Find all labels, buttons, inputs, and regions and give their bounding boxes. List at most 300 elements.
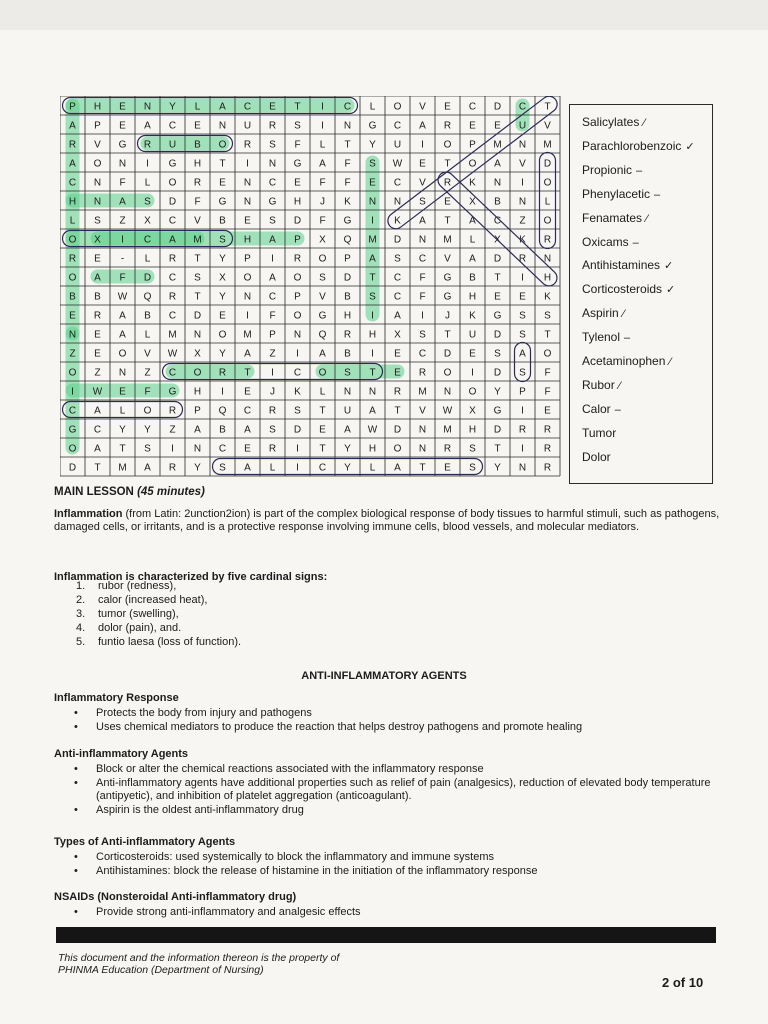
grid-cell: N bbox=[68, 329, 77, 341]
grid-cell: R bbox=[143, 139, 152, 151]
grid-cell: Y bbox=[194, 462, 201, 474]
grid-cell: N bbox=[543, 253, 552, 265]
grid-cell: C bbox=[418, 253, 427, 265]
grid-cell: O bbox=[143, 405, 152, 417]
grid-cell: O bbox=[468, 158, 477, 170]
word-label: Calor bbox=[582, 401, 611, 416]
list-number: 2. bbox=[76, 594, 86, 606]
grid-cell: Y bbox=[119, 424, 126, 436]
grid-cell: A bbox=[494, 158, 501, 170]
grid-cell: O bbox=[318, 367, 327, 379]
grid-cell: I bbox=[471, 367, 474, 379]
grid-cell: D bbox=[293, 215, 302, 227]
list-number: 4. bbox=[76, 622, 86, 634]
grid-cell: M bbox=[443, 424, 452, 436]
grid-cell: I bbox=[321, 101, 324, 113]
grid-cell: W bbox=[367, 424, 378, 436]
grid-cell: A bbox=[69, 158, 76, 170]
word-label: Dolor bbox=[582, 449, 611, 464]
grid-cell: A bbox=[94, 405, 101, 417]
list-text: funtio laesa (loss of function). bbox=[98, 636, 242, 648]
grid-cell: N bbox=[243, 196, 252, 208]
grid-cell: A bbox=[319, 348, 326, 360]
grid-cell: Z bbox=[94, 367, 101, 379]
grid-cell: C bbox=[393, 291, 402, 303]
grid-cell: S bbox=[269, 139, 276, 151]
grid-cell: V bbox=[94, 139, 101, 151]
check-mark-icon: ⁄ bbox=[622, 308, 625, 321]
grid-cell: T bbox=[94, 462, 101, 474]
grid-cell: B bbox=[344, 348, 351, 360]
grid-cell: R bbox=[293, 253, 302, 265]
grid-cell: O bbox=[68, 272, 77, 284]
grid-cell: C bbox=[268, 177, 277, 189]
grid-cell: N bbox=[518, 139, 527, 151]
grid-cell: S bbox=[369, 158, 376, 170]
grid-cell: A bbox=[94, 443, 101, 455]
grid-cell: I bbox=[421, 310, 424, 322]
grid-cell: T bbox=[194, 253, 201, 265]
grid-cell: C bbox=[293, 367, 302, 379]
grid-cell: F bbox=[419, 272, 426, 284]
grid-cell: Q bbox=[143, 291, 152, 303]
grid-cell: O bbox=[293, 310, 302, 322]
grid-cell: E bbox=[369, 177, 376, 189]
anti-agents-heading: Anti-inflammatory Agents bbox=[54, 748, 189, 760]
grid-cell: I bbox=[221, 386, 224, 398]
grid-cell: T bbox=[444, 329, 451, 341]
grid-cell: Z bbox=[144, 367, 151, 379]
grid-cell: A bbox=[119, 196, 126, 208]
grid-cell: A bbox=[244, 462, 251, 474]
page-number: 2 of 10 bbox=[662, 975, 704, 990]
word-list-item bbox=[582, 378, 621, 393]
grid-cell: V bbox=[194, 215, 201, 227]
word-list-item bbox=[582, 354, 671, 369]
grid-cell: T bbox=[444, 215, 451, 227]
grid-cell: M bbox=[443, 234, 452, 246]
grid-cell: T bbox=[244, 367, 251, 379]
grid-cell: Y bbox=[219, 291, 226, 303]
grid-cell: C bbox=[268, 291, 277, 303]
grid-cell: F bbox=[319, 215, 326, 227]
grid-cell: R bbox=[543, 234, 552, 246]
bullet-item: • Uses chemical mediators to produce the reaction that helps destroy pathogens and promote healing bbox=[72, 721, 726, 734]
grid-cell: A bbox=[419, 215, 426, 227]
grid-cell: I bbox=[146, 158, 149, 170]
grid-cell: M bbox=[168, 329, 177, 341]
grid-cell: V bbox=[419, 177, 426, 189]
grid-cell: R bbox=[543, 424, 552, 436]
list-number: 1. bbox=[76, 580, 86, 592]
grid-cell: O bbox=[68, 234, 77, 246]
grid-cell: H bbox=[68, 196, 77, 208]
grid-cell: G bbox=[168, 386, 177, 398]
grid-cell: S bbox=[519, 310, 526, 322]
grid-cell: G bbox=[168, 158, 177, 170]
grid-cell: E bbox=[94, 348, 101, 360]
grid-cell: D bbox=[543, 158, 552, 170]
grid-cell: E bbox=[94, 329, 101, 341]
bullet-item: • Protects the body from injury and pathogens bbox=[72, 707, 726, 720]
grid-cell: L bbox=[144, 177, 151, 189]
word-label: Fenamates bbox=[582, 210, 643, 225]
grid-cell: S bbox=[344, 367, 351, 379]
check-mark-icon: ✓ bbox=[666, 284, 676, 297]
grid-cell: I bbox=[296, 348, 299, 360]
grid-cell: R bbox=[268, 120, 277, 132]
grid-cell: U bbox=[343, 405, 352, 417]
grid-cell: M bbox=[243, 329, 252, 341]
grid-cell: D bbox=[168, 196, 177, 208]
list-text: rubor (redness), bbox=[98, 580, 177, 592]
grid-cell: E bbox=[219, 177, 226, 189]
grid-cell: V bbox=[544, 120, 551, 132]
grid-cell: G bbox=[68, 424, 77, 436]
grid-cell: R bbox=[518, 253, 527, 265]
grid-cell: E bbox=[244, 215, 251, 227]
grid-cell: I bbox=[296, 462, 299, 474]
grid-cell: M bbox=[368, 234, 377, 246]
grid-cell: X bbox=[144, 215, 151, 227]
grid-cell: I bbox=[71, 386, 74, 398]
grid-cell: U bbox=[243, 120, 252, 132]
grid-cell: O bbox=[218, 139, 227, 151]
grid-cell: N bbox=[293, 329, 302, 341]
grid-cell: G bbox=[268, 196, 277, 208]
grid-cell: R bbox=[543, 443, 552, 455]
grid-cell: N bbox=[343, 386, 352, 398]
cardinal-signs-list bbox=[76, 579, 241, 649]
grid-cell: I bbox=[521, 405, 524, 417]
grid-cell: C bbox=[168, 272, 177, 284]
footer-text bbox=[58, 952, 339, 976]
grid-cell: P bbox=[244, 253, 251, 265]
grid-cell: F bbox=[119, 177, 126, 189]
grid-cell: W bbox=[167, 348, 178, 360]
grid-cell: S bbox=[194, 272, 201, 284]
grid-cell: A bbox=[269, 272, 276, 284]
footer-line-1: This document and the information thereon is the property of bbox=[58, 952, 340, 964]
grid-cell: O bbox=[393, 101, 402, 113]
grid-cell: M bbox=[493, 139, 502, 151]
grid-cell: R bbox=[168, 291, 177, 303]
grid-cell: E bbox=[269, 101, 276, 113]
grid-cell: Y bbox=[344, 462, 351, 474]
cardinal-sign-item bbox=[76, 635, 241, 649]
grid-cell: H bbox=[368, 443, 377, 455]
grid-cell: R bbox=[443, 443, 452, 455]
grid-cell: C bbox=[343, 101, 352, 113]
footer-bar bbox=[56, 927, 716, 943]
grid-cell: H bbox=[368, 329, 377, 341]
grid-cell: E bbox=[444, 101, 451, 113]
grid-cell: O bbox=[118, 348, 127, 360]
grid-cell: D bbox=[393, 234, 402, 246]
grid-cell: D bbox=[193, 310, 202, 322]
grid-cell: O bbox=[543, 177, 552, 189]
word-list-item bbox=[582, 450, 611, 464]
grid-cell: U bbox=[168, 139, 177, 151]
grid-cell: I bbox=[296, 443, 299, 455]
grid-cell: G bbox=[118, 139, 127, 151]
grid-cell: D bbox=[293, 424, 302, 436]
inflammation-text: (from Latin: 2unction2ion) is part of the complex biological response of body tissues to harmful stimuli, such as pathogens, damaged cells, or irritants, and is a protective response involving immune cells, blood vessels, and molecular mediators. bbox=[54, 508, 720, 533]
grid-cell: H bbox=[93, 101, 102, 113]
grid-cell: I bbox=[271, 367, 274, 379]
grid-cell: S bbox=[269, 424, 276, 436]
grid-cell: E bbox=[194, 120, 201, 132]
bullet-item: • Antihistamines: block the release of histamine in the initiation of the inflammatory response bbox=[72, 865, 726, 878]
grid-cell: I bbox=[521, 443, 524, 455]
grid-cell: N bbox=[118, 367, 127, 379]
grid-cell: B bbox=[94, 291, 101, 303]
grid-cell: O bbox=[68, 367, 77, 379]
grid-cell: C bbox=[393, 272, 402, 284]
grid-cell: P bbox=[194, 405, 201, 417]
grid-cell: U bbox=[468, 329, 477, 341]
grid-cell: M bbox=[118, 462, 127, 474]
grid-cell: S bbox=[519, 329, 526, 341]
grid-cell: T bbox=[444, 158, 451, 170]
word-list-item bbox=[582, 330, 630, 345]
grid-cell: P bbox=[69, 101, 76, 113]
grid-cell: O bbox=[218, 329, 227, 341]
grid-cell: H bbox=[543, 272, 552, 284]
grid-cell: G bbox=[293, 158, 302, 170]
grid-cell: P bbox=[469, 139, 476, 151]
grid-cell: S bbox=[419, 196, 426, 208]
grid-cell: B bbox=[494, 196, 501, 208]
inflammatory-response-heading: Inflammatory Response bbox=[54, 692, 179, 704]
word-label: Oxicams bbox=[582, 234, 629, 249]
grid-cell: Z bbox=[169, 424, 176, 436]
grid-cell: I bbox=[421, 139, 424, 151]
word-label: Tumor bbox=[582, 425, 617, 440]
grid-cell: K bbox=[394, 215, 401, 227]
grid-cell: S bbox=[294, 120, 301, 132]
grid-cell: S bbox=[294, 405, 301, 417]
grid-cell: A bbox=[244, 348, 251, 360]
grid-cell: V bbox=[319, 291, 326, 303]
grid-cell: R bbox=[168, 462, 177, 474]
grid-cell: S bbox=[319, 272, 326, 284]
grid-cell: T bbox=[494, 272, 501, 284]
grid-cell: R bbox=[418, 367, 427, 379]
check-mark-icon: ⁄ bbox=[618, 379, 621, 392]
grid-cell: V bbox=[144, 348, 151, 360]
grid-cell: F bbox=[269, 310, 276, 322]
list-text: tumor (swelling), bbox=[98, 608, 179, 620]
grid-cell: R bbox=[543, 462, 552, 474]
grid-cell: L bbox=[194, 101, 201, 113]
grid-cell: O bbox=[243, 272, 252, 284]
grid-cell: B bbox=[144, 310, 151, 322]
grid-cell: S bbox=[419, 329, 426, 341]
grid-cell: K bbox=[519, 234, 526, 246]
grid-cell: X bbox=[469, 196, 476, 208]
grid-cell: D bbox=[68, 462, 77, 474]
check-mark-icon: ✓ bbox=[685, 140, 695, 153]
grid-cell: X bbox=[469, 405, 476, 417]
grid-cell: A bbox=[144, 462, 151, 474]
grid-cell: N bbox=[493, 177, 502, 189]
grid-cell: T bbox=[369, 367, 376, 379]
grid-cell: I bbox=[171, 443, 174, 455]
word-list-item bbox=[582, 402, 621, 417]
grid-cell: R bbox=[243, 139, 252, 151]
grid-cell: N bbox=[218, 120, 227, 132]
word-list-item bbox=[582, 163, 642, 178]
list-number: 5. bbox=[76, 636, 86, 648]
grid-cell: J bbox=[320, 196, 325, 208]
grid-cell: R bbox=[218, 367, 227, 379]
grid-cell: D bbox=[493, 424, 502, 436]
grid-cell: D bbox=[343, 272, 352, 284]
grid-cell: C bbox=[68, 405, 77, 417]
check-mark-icon: ⁄ bbox=[669, 356, 672, 368]
word-label: Propionic bbox=[582, 162, 633, 177]
grid-cell: M bbox=[543, 139, 552, 151]
grid-cell: V bbox=[419, 405, 426, 417]
grid-cell: X bbox=[494, 234, 501, 246]
grid-cell: R bbox=[168, 253, 177, 265]
grid-cell: S bbox=[544, 310, 551, 322]
grid-cell: L bbox=[269, 462, 276, 474]
grid-cell: R bbox=[93, 310, 102, 322]
grid-cell: F bbox=[119, 272, 126, 284]
grid-cell: O bbox=[293, 272, 302, 284]
grid-cell: E bbox=[244, 386, 251, 398]
grid-cell: H bbox=[468, 424, 477, 436]
grid-cell: H bbox=[468, 291, 477, 303]
grid-cell: J bbox=[270, 386, 275, 398]
grid-cell: C bbox=[243, 101, 252, 113]
cardinal-sign-item bbox=[76, 593, 241, 607]
bullet-item: • Anti-inflammatory agents have additional properties such as relief of pain (analgesics), reduction of elevated body temperature (antipyetic), and inhibition of platelet aggregation (anticoagulant). bbox=[72, 777, 726, 803]
bullet-item: • Block or alter the chemical reactions associated with the inflammatory response bbox=[72, 763, 726, 776]
grid-cell: N bbox=[443, 386, 452, 398]
grid-cell: Y bbox=[219, 348, 226, 360]
grid-cell: E bbox=[119, 120, 126, 132]
word-label: Aspirin bbox=[582, 306, 619, 321]
grid-cell: G bbox=[368, 120, 377, 132]
grid-cell: Z bbox=[269, 348, 276, 360]
grid-cell: T bbox=[194, 291, 201, 303]
main-lesson-heading bbox=[54, 486, 726, 499]
grid-cell: D bbox=[493, 329, 502, 341]
grid-cell: R bbox=[443, 177, 452, 189]
cardinal-sign-item bbox=[76, 579, 241, 593]
grid-cell: B bbox=[194, 139, 201, 151]
grid-cell: O bbox=[468, 386, 477, 398]
check-mark-icon: ⁄ bbox=[643, 117, 646, 129]
grid-cell: A bbox=[119, 329, 126, 341]
inflammation-definition bbox=[54, 508, 726, 534]
grid-cell: T bbox=[544, 329, 551, 341]
grid-cell: A bbox=[369, 253, 376, 265]
document-page bbox=[0, 30, 768, 1024]
grid-cell: F bbox=[144, 386, 151, 398]
grid-cell: E bbox=[244, 443, 251, 455]
grid-cell: R bbox=[68, 253, 77, 265]
grid-cell: F bbox=[419, 291, 426, 303]
grid-cell: A bbox=[69, 120, 76, 132]
grid-cell: A bbox=[419, 120, 426, 132]
word-list-item bbox=[582, 258, 673, 273]
grid-cell: A bbox=[394, 462, 401, 474]
word-list-item bbox=[582, 139, 695, 154]
grid-cell: C bbox=[393, 177, 402, 189]
word-list-item bbox=[582, 187, 660, 202]
grid-cell: R bbox=[393, 386, 402, 398]
word-label: Rubor bbox=[582, 377, 615, 392]
grid-cell: C bbox=[168, 310, 177, 322]
grid-cell: N bbox=[418, 443, 427, 455]
grid-cell: Q bbox=[343, 234, 352, 246]
grid-cell: E bbox=[219, 310, 226, 322]
grid-cell: T bbox=[119, 443, 126, 455]
grid-cell: E bbox=[494, 120, 501, 132]
grid-cell: N bbox=[143, 101, 152, 113]
grid-cell: G bbox=[493, 310, 502, 322]
grid-cell: H bbox=[193, 158, 202, 170]
grid-cell: C bbox=[393, 120, 402, 132]
grid-cell: Q bbox=[318, 329, 327, 341]
grid-cell: N bbox=[193, 329, 202, 341]
grid-cell: C bbox=[493, 215, 502, 227]
grid-cell: S bbox=[494, 348, 501, 360]
grid-cell: I bbox=[121, 234, 124, 246]
grid-cell: T bbox=[319, 443, 326, 455]
word-list-item bbox=[582, 282, 675, 297]
grid-cell: L bbox=[144, 329, 151, 341]
grid-cell: T bbox=[344, 139, 351, 151]
grid-cell: N bbox=[418, 424, 427, 436]
word-list-item bbox=[582, 306, 625, 321]
grid-cell: T bbox=[219, 158, 226, 170]
grid-cell: R bbox=[443, 120, 452, 132]
grid-cell: N bbox=[118, 158, 127, 170]
grid-cell: H bbox=[293, 196, 302, 208]
grid-cell: D bbox=[143, 272, 152, 284]
grid-cell: Z bbox=[119, 215, 126, 227]
grid-cell: N bbox=[518, 462, 527, 474]
grid-cell: E bbox=[444, 196, 451, 208]
grid-cell: K bbox=[469, 310, 476, 322]
grid-cell: A bbox=[344, 424, 351, 436]
check-mark-icon: ✓ bbox=[664, 260, 674, 273]
grid-cell: S bbox=[94, 215, 101, 227]
grid-cell: X bbox=[94, 234, 101, 246]
grid-cell: L bbox=[544, 196, 551, 208]
bullet-item: • Provide strong anti-inflammatory and analgesic effects bbox=[72, 906, 726, 919]
grid-cell: Y bbox=[169, 101, 176, 113]
grid-cell: R bbox=[518, 424, 527, 436]
grid-cell: C bbox=[243, 405, 252, 417]
inflammation-term: Inflammation bbox=[54, 508, 123, 520]
grid-cell: W bbox=[92, 386, 103, 398]
grid-cell: A bbox=[119, 310, 126, 322]
grid-cell: T bbox=[294, 101, 301, 113]
grid-cell: D bbox=[393, 424, 402, 436]
grid-cell: I bbox=[521, 272, 524, 284]
grid-cell: I bbox=[371, 215, 374, 227]
check-mark-icon: – bbox=[614, 403, 621, 416]
grid-cell: T bbox=[369, 272, 376, 284]
grid-cell: A bbox=[94, 272, 101, 284]
grid-cell: A bbox=[319, 158, 326, 170]
